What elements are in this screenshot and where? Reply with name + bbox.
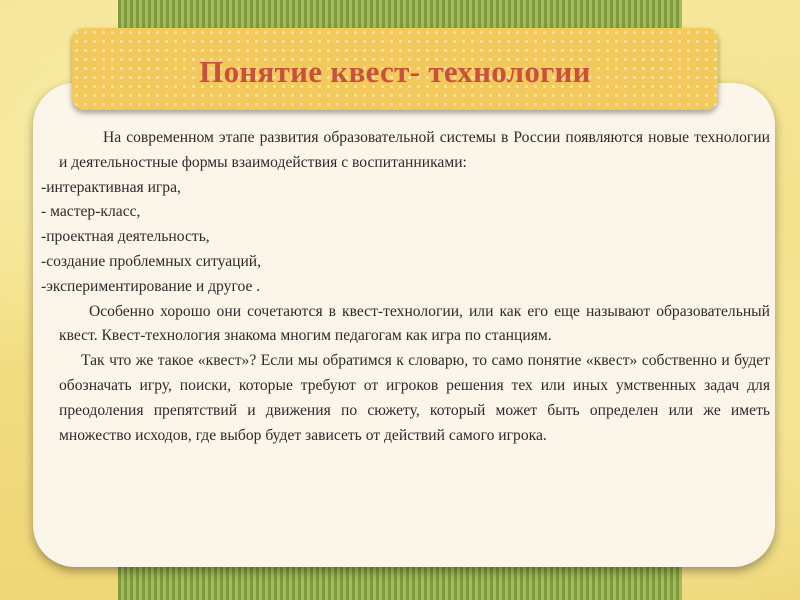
quest-paragraph: Особенно хорошо они сочетаются в квест-технологии, или как его еще называют образовательный квест. Квест-технология знакома многим педагогам как игра по станциям. <box>59 302 770 345</box>
definition-paragraph: Так что же такое «квест»? Если мы обратимся к словарю, то само понятие «квест» собственно и будет обозначать игру, поиски, которые требуют от игроков решения тех или иных умственных задач для преодоления препятствий и движения по сюжету, который может быть определен или же иметь множество исходов, где выбор будет зависеть от действий самого игрока. <box>59 352 770 444</box>
content-card <box>33 83 775 567</box>
content-body <box>41 126 774 448</box>
list-item: - мастер-класс, <box>41 203 141 221</box>
list-item: -интерактивная игра, <box>41 178 181 196</box>
intro-paragraph: На современном этапе развития образовательной системы в России появляются новые технологии и деятельностные формы взаимодействия с воспитанниками: <box>59 129 770 171</box>
list-item: -экспериментирование и другое . <box>41 277 261 295</box>
title-banner <box>72 28 718 110</box>
list-item: -проектная деятельность, <box>41 228 210 246</box>
slide-title: Понятие квест- технологии <box>199 54 591 89</box>
list-item: -создание проблемных ситуаций, <box>41 252 262 270</box>
